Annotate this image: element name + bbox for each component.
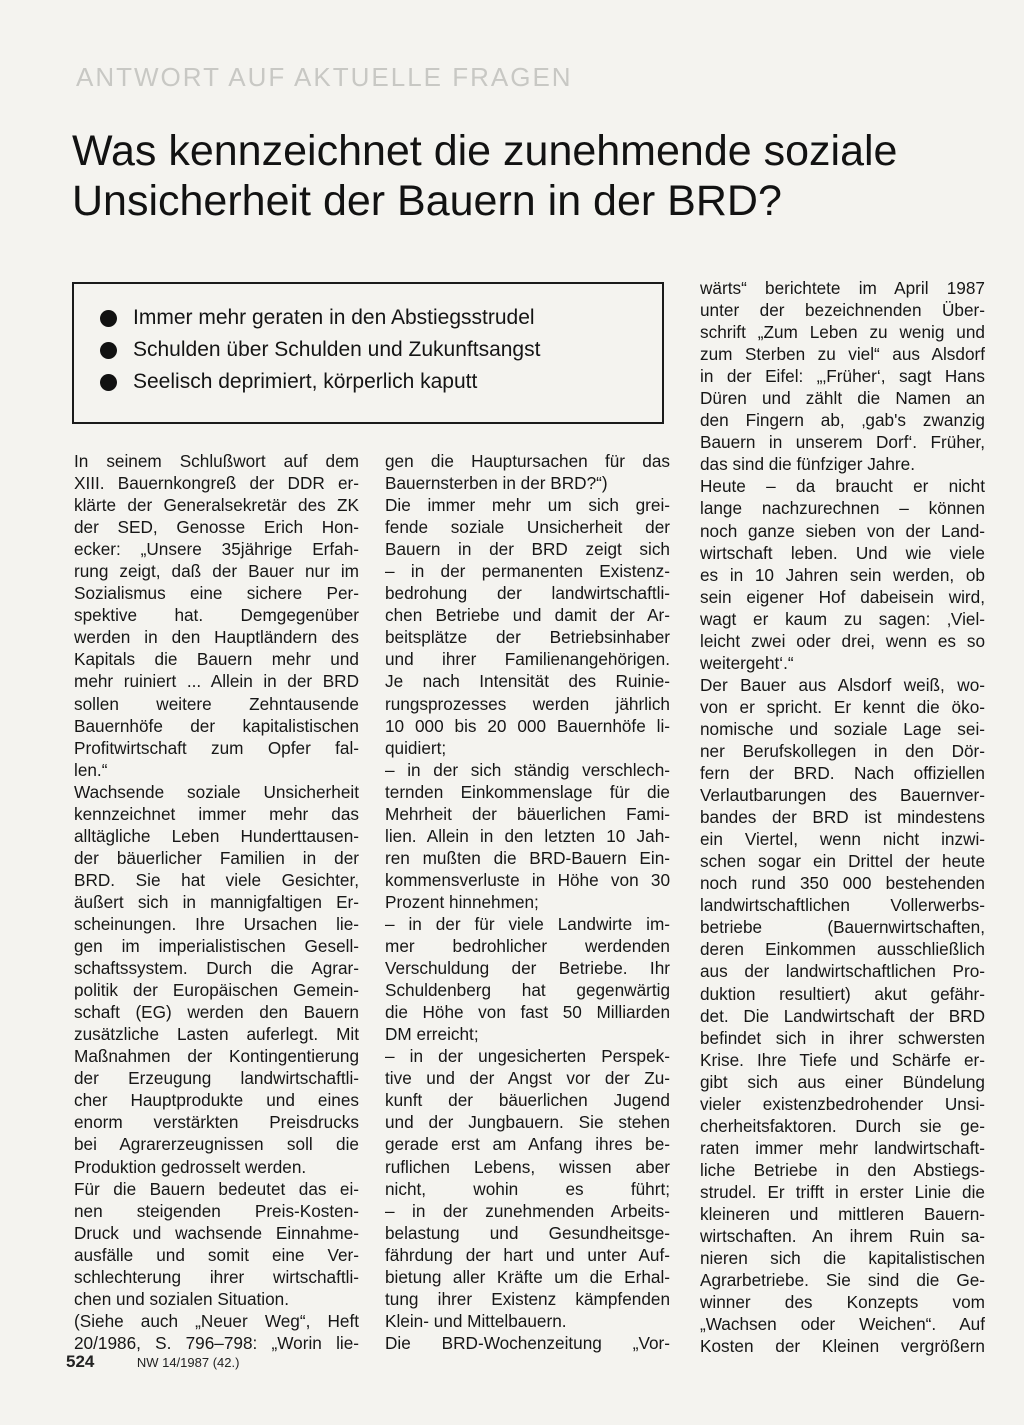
text-line: ein Viertel, wenn nicht inzwi- bbox=[700, 829, 985, 850]
text-line: Mehrheit der bäuerlichen Fami- bbox=[385, 803, 670, 824]
text-line: schlechterung ihrer wirtschaftli- bbox=[74, 1266, 359, 1287]
text-line: gibt sich aus einer Bündelung bbox=[700, 1071, 985, 1092]
text-line: Prozent hinnehmen; bbox=[385, 891, 539, 912]
text-line: weitergeht‘.“ bbox=[700, 652, 794, 673]
text-line: – in der für viele Landwirte im- bbox=[385, 913, 670, 934]
text-line: die Höhe von fast 50 Milliarden bbox=[385, 1002, 670, 1023]
text-line: Wachsende soziale Unsicherheit bbox=[74, 781, 359, 802]
text-line: – in der sich ständig verschlech- bbox=[385, 759, 670, 780]
text-line: fern der BRD. Nach offiziellen bbox=[700, 763, 985, 784]
summary-text: Immer mehr geraten in den Abstiegsstrudel bbox=[133, 306, 535, 329]
text-line: ner Berufskollegen in den Dör- bbox=[700, 740, 985, 761]
text-line: fende soziale Unsicherheit der bbox=[385, 517, 670, 538]
page-footer bbox=[66, 1352, 239, 1372]
text-line: wirtschaften. An ihrem Ruin sa- bbox=[700, 1226, 985, 1247]
text-line: gen im imperialistischen Gesell- bbox=[74, 936, 359, 957]
text-line: Klein- und Mittelbauern. bbox=[385, 1310, 567, 1331]
text-line: BRD. Sie hat viele Gesichter, bbox=[74, 869, 359, 890]
summary-text: Schulden über Schulden und Zukunftsangst bbox=[133, 338, 541, 361]
text-line: DM erreicht; bbox=[385, 1024, 479, 1045]
text-line: wirtschaft leben. Und wie viele bbox=[700, 542, 985, 563]
text-line: mehr ruiniert ... Allein in der BRD bbox=[74, 671, 359, 692]
text-line: ausfälle und somit eine Ver- bbox=[74, 1244, 359, 1265]
text-line: fährdung der hart und unter Auf- bbox=[385, 1244, 670, 1265]
text-line: tung ihrer Existenz kämpfenden bbox=[385, 1288, 670, 1309]
text-line: zusätzliche Lasten auferlegt. Mit bbox=[74, 1024, 359, 1045]
text-line: nicht, wohin es führt; bbox=[385, 1178, 670, 1199]
bullet-icon bbox=[100, 342, 117, 359]
text-line: befindet sich in ihrer schwersten bbox=[700, 1027, 985, 1048]
text-line: aus der landwirtschaftlichen Pro- bbox=[700, 961, 985, 982]
summary-item bbox=[100, 302, 662, 334]
text-line: duktion resultiert) akut gefähr- bbox=[700, 983, 985, 1004]
text-line: Produktion gedrosselt werden. bbox=[74, 1156, 307, 1177]
text-line: politik der Europäischen Gemein- bbox=[74, 980, 359, 1001]
text-line: werden in den Hauptländern des bbox=[74, 627, 359, 648]
text-line: äußert sich in mannigfaltigen Er- bbox=[74, 891, 359, 912]
text-line: – in der zunehmenden Arbeits- bbox=[385, 1200, 670, 1221]
text-line: cher Hauptprodukte und eines bbox=[74, 1090, 359, 1111]
text-line: XIII. Bauernkongreß der DDR er- bbox=[74, 473, 359, 494]
text-column-1 bbox=[74, 450, 359, 1354]
text-line: Bauern in der BRD zeigt sich bbox=[385, 539, 670, 560]
text-line: Die immer mehr um sich grei- bbox=[385, 495, 670, 516]
text-line: vieler existenzbedrohender Unsi- bbox=[700, 1093, 985, 1114]
text-line: scheinungen. Ihre Ursachen lie- bbox=[74, 913, 359, 934]
text-line: ecker: „Unsere 35jährige Erfah- bbox=[74, 539, 359, 560]
text-line: noch ganze sieben von der Land- bbox=[700, 520, 985, 541]
text-line: noch rund 350 000 bestehenden bbox=[700, 873, 985, 894]
text-line: bandes der BRD ist mindestens bbox=[700, 807, 985, 828]
text-line: cherheitsfaktoren. Durch sie ge- bbox=[700, 1115, 985, 1136]
text-line: und ihrer Familienangehörigen. bbox=[385, 649, 670, 670]
text-line: betriebe (Bauernwirtschaften, bbox=[700, 917, 985, 938]
text-line: sein eigener Hof dabeisein wird, bbox=[700, 586, 985, 607]
text-line: Bauernhöfe der kapitalistischen bbox=[74, 715, 359, 736]
section-kicker: ANTWORT AUF AKTUELLE FRAGEN bbox=[76, 62, 573, 92]
text-line: ren mußten die BRD-Bauern Ein- bbox=[385, 847, 670, 868]
text-line: in der Eifel: „‚Früher‘, sagt Hans bbox=[700, 366, 985, 387]
text-line: Je nach Intensität des Ruinie- bbox=[385, 671, 670, 692]
text-line: kleineren und mittleren Bauern- bbox=[700, 1203, 985, 1224]
text-line: und der Jungbauern. Sie stehen bbox=[385, 1112, 670, 1133]
text-line: nen steigenden Preis-Kosten- bbox=[74, 1200, 359, 1221]
text-line: tive und der Angst vor der Zu- bbox=[385, 1068, 670, 1089]
text-line: rungsprozesses werden jährlich bbox=[385, 693, 670, 714]
text-line: Heute – da braucht er nicht bbox=[700, 476, 985, 497]
text-line: „Wachsen oder Weichen“. Auf bbox=[700, 1314, 985, 1335]
text-line: liche Betriebe in den Abstiegs- bbox=[700, 1159, 985, 1180]
text-line: Maßnahmen der Kontingentierung bbox=[74, 1046, 359, 1067]
text-line: det. Die Landwirtschaft der BRD bbox=[700, 1005, 985, 1026]
text-line: enorm verstärkten Preisdrucks bbox=[74, 1112, 359, 1133]
summary-text: Seelisch deprimiert, körperlich kaputt bbox=[133, 370, 478, 393]
text-line: Druck und wachsende Einnahme- bbox=[74, 1222, 359, 1243]
text-line: wärts“ berichtete im April 1987 bbox=[700, 278, 985, 298]
page-number: 524 bbox=[66, 1352, 95, 1371]
text-line: alltägliche Leben Hunderttausen- bbox=[74, 825, 359, 846]
text-line: gen die Hauptursachen für das bbox=[385, 451, 670, 471]
text-line: leicht zwei oder drei, wenn es so bbox=[700, 630, 985, 651]
text-column-3 bbox=[700, 277, 985, 1357]
text-line: lien. Allein in den letzten 10 Jah- bbox=[385, 825, 670, 846]
text-line: Schuldenberg hat gegenwärtig bbox=[385, 980, 670, 1001]
text-line: len.“ bbox=[74, 759, 108, 780]
text-line: bietung aller Kräfte um die Erhal- bbox=[385, 1266, 670, 1287]
text-line: schaftssystem. Durch die Agrar- bbox=[74, 958, 359, 979]
text-line: der Erzeugung landwirtschaftli- bbox=[74, 1068, 359, 1089]
text-line: es in 10 Jahren sein werden, ob bbox=[700, 564, 985, 585]
text-line: beitsplätze der Betriebsinhaber bbox=[385, 627, 670, 648]
text-column-2 bbox=[385, 450, 670, 1354]
bullet-icon bbox=[100, 310, 117, 327]
text-line: winner des Konzepts vom bbox=[700, 1292, 985, 1313]
text-line: Die BRD-Wochenzeitung „Vor- bbox=[385, 1332, 670, 1353]
text-line: das sind die fünfziger Jahre. bbox=[700, 454, 915, 475]
text-line: – in der ungesicherten Perspek- bbox=[385, 1046, 670, 1067]
text-line: – in der permanenten Existenz- bbox=[385, 561, 670, 582]
text-line: In seinem Schlußwort auf dem bbox=[74, 451, 359, 471]
text-line: Profitwirtschaft zum Opfer fal- bbox=[74, 737, 359, 758]
text-line: Krise. Ihre Tiefe und Schärfe er- bbox=[700, 1049, 985, 1070]
text-line: nomische und soziale Lage sei- bbox=[700, 718, 985, 739]
page-title bbox=[72, 126, 972, 226]
text-line: mer bedrohlicher werdenden bbox=[385, 936, 670, 957]
title-line-2: Unsicherheit der Bauern in der BRD? bbox=[72, 177, 782, 225]
text-line: unter der bezeichnenden Über- bbox=[700, 300, 985, 321]
text-line: Düren und zählt die Namen an bbox=[700, 388, 985, 409]
bullet-icon bbox=[100, 374, 117, 391]
text-line: Für die Bauern bedeutet das ei- bbox=[74, 1178, 359, 1199]
text-line: schaft (EG) werden den Bauern bbox=[74, 1002, 359, 1023]
issue-reference: NW 14/1987 (42.) bbox=[136, 1355, 240, 1370]
text-line: bei Agrarerzeugnissen soll die bbox=[74, 1134, 359, 1155]
summary-box bbox=[72, 282, 664, 424]
text-line: kommensverluste in Höhe von 30 bbox=[385, 869, 670, 890]
text-line: chen und sozialen Situation. bbox=[74, 1288, 289, 1309]
text-line: Kapitals die Bauern mehr und bbox=[74, 649, 359, 670]
text-line: Sozialismus eine sichere Per- bbox=[74, 583, 359, 604]
text-line: lange nachzurechnen – können bbox=[700, 498, 985, 519]
text-line: 20/1986, S. 796–798: „Worin lie- bbox=[74, 1332, 359, 1353]
text-line: bedrohung der landwirtschaftli- bbox=[385, 583, 670, 604]
text-line: wagt er kaum zu sagen: ‚Viel- bbox=[700, 608, 985, 629]
text-line: der SED, Genosse Erich Hon- bbox=[74, 517, 359, 538]
text-line: strudel. Er trifft in erster Linie die bbox=[700, 1181, 985, 1202]
text-line: 10 000 bis 20 000 Bauernhöfe li- bbox=[385, 715, 670, 736]
text-line: klärte der Generalsekretär des ZK bbox=[74, 495, 359, 516]
text-line: Bauern in unserem Dorf‘. Früher, bbox=[700, 432, 985, 453]
text-line: spektive hat. Demgegenüber bbox=[74, 605, 359, 626]
summary-item bbox=[100, 366, 662, 398]
text-line: rung zeigt, daß der Bauer nur im bbox=[74, 561, 359, 582]
text-line: raten immer mehr landwirtschaft- bbox=[700, 1137, 985, 1158]
text-line: kunft der bäuerlichen Jugend bbox=[385, 1090, 670, 1111]
text-line: chen Betriebe und damit der Ar- bbox=[385, 605, 670, 626]
text-line: von er spricht. Er kennt die öko- bbox=[700, 696, 985, 717]
text-line: deren Einkommen ausschließlich bbox=[700, 939, 985, 960]
text-line: der bäuerlicher Familien in der bbox=[74, 847, 359, 868]
text-line: kennzeichnet immer mehr das bbox=[74, 803, 359, 824]
text-line: Verschuldung der Betriebe. Ihr bbox=[385, 958, 670, 979]
text-line: ruflichen Lebens, wissen aber bbox=[385, 1156, 670, 1177]
text-line: den Fingern ab, ‚gab's zwanzig bbox=[700, 410, 985, 431]
text-line: Verlautbarungen des Bauernver- bbox=[700, 785, 985, 806]
text-line: sollen weitere Zehntausende bbox=[74, 693, 359, 714]
summary-item bbox=[100, 334, 662, 366]
text-line: landwirtschaftlichen Vollerwerbs- bbox=[700, 895, 985, 916]
text-line: gerade erst am Anfang ihres be- bbox=[385, 1134, 670, 1155]
text-line: Kosten der Kleinen vergrößern bbox=[700, 1336, 985, 1357]
text-line: nieren sich die kapitalistischen bbox=[700, 1248, 985, 1269]
text-line: schrift „Zum Leben zu wenig und bbox=[700, 322, 985, 343]
text-line: Bauernsterben in der BRD?“) bbox=[385, 473, 608, 494]
text-line: quidiert; bbox=[385, 737, 447, 758]
title-line-1: Was kennzeichnet die zunehmende soziale bbox=[72, 127, 898, 175]
text-line: schen sogar ein Drittel der heute bbox=[700, 851, 985, 872]
text-line: belastung und Gesundheitsge- bbox=[385, 1222, 670, 1243]
text-line: (Siehe auch „Neuer Weg“, Heft bbox=[74, 1310, 359, 1331]
text-line: Agrarbetriebe. Sie sind die Ge- bbox=[700, 1270, 985, 1291]
text-line: zum Sterben zu viel“ aus Alsdorf bbox=[700, 344, 985, 365]
text-line: ternden Einkommenslage für die bbox=[385, 781, 670, 802]
text-line: Der Bauer aus Alsdorf weiß, wo- bbox=[700, 674, 985, 695]
